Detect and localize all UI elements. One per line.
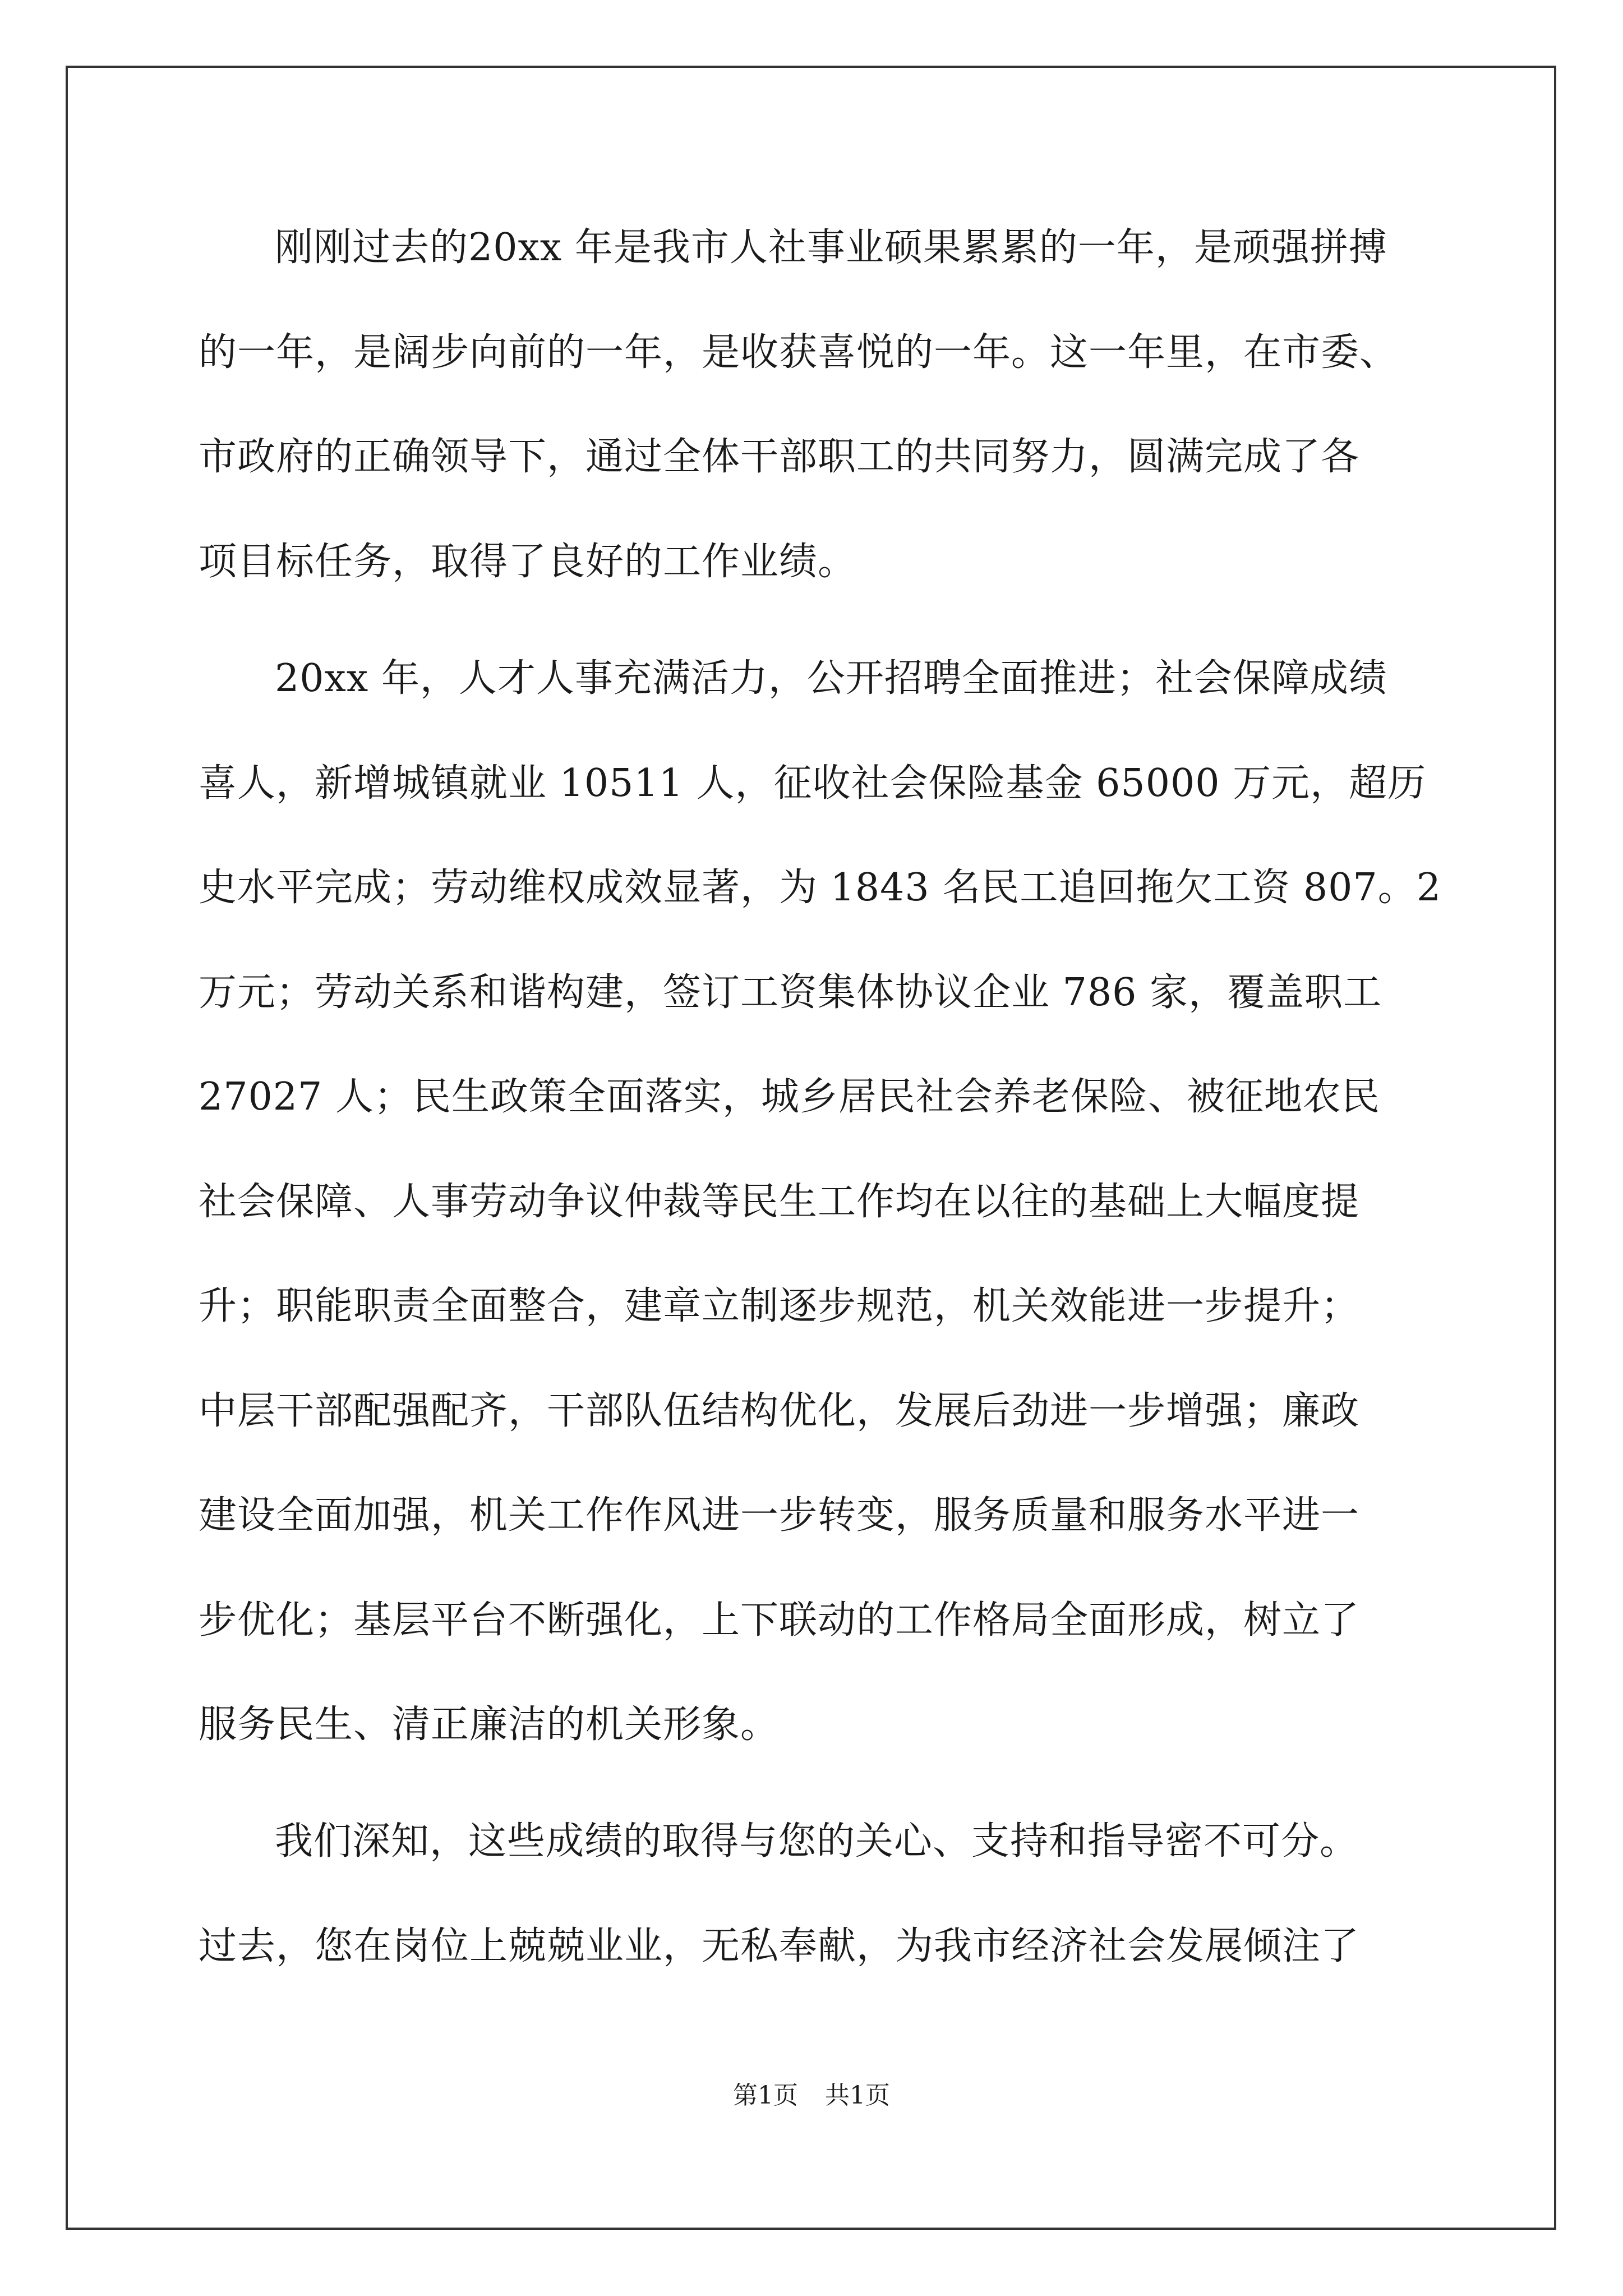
paragraph-1-line-2: 的一年，是阔步向前的一年，是收获喜悦的一年。这一年里，在市委、 <box>199 330 1399 375</box>
paragraph-2-line-2: 喜人，新增城镇就业 10511 人，征收社会保险基金 65000 万元，超历 <box>199 761 1427 806</box>
paragraph-2-line-8: 中层干部配强配齐，干部队伍结构优化，发展后劲进一步增强；廉政 <box>199 1389 1360 1433</box>
paragraph-2-line-5: 27027 人；民生政策全面落实，城乡居民社会养老保险、被征地农民 <box>199 1075 1380 1119</box>
paragraph-2-line-10: 步优化；基层平台不断强化，上下联动的工作格局全面形成，树立了 <box>199 1598 1360 1642</box>
paragraph-3-line-2: 过去，您在岗位上兢兢业业，无私奉献，为我市经济社会发展倾注了 <box>199 1924 1360 1968</box>
paragraph-3-line-1: 我们深知，这些成绩的取得与您的关心、支持和指导密不可分。 <box>275 1819 1359 1864</box>
page-border <box>66 66 1556 2230</box>
paragraph-2-line-4: 万元；劳动关系和谐构建，签订工资集体协议企业 786 家，覆盖职工 <box>199 970 1382 1015</box>
paragraph-2-line-3: 史水平完成；劳动维权成效显著，为 1843 名民工追回拖欠工资 807。2 <box>199 866 1441 910</box>
paragraph-1-line-1: 刚刚过去的20xx 年是我市人社事业硕果累累的一年，是顽强拼搏 <box>275 226 1387 270</box>
paragraph-2-line-7: 升；职能职责全面整合，建章立制逐步规范，机关效能进一步提升； <box>199 1284 1360 1328</box>
paragraph-2-line-9: 建设全面加强，机关工作作风进一步转变，服务质量和服务水平进一 <box>199 1493 1360 1538</box>
page-number-current: 第1页 <box>733 2081 798 2110</box>
paragraph-1-line-4: 项目标任务，取得了良好的工作业绩。 <box>199 540 857 584</box>
page-number-total: 共1页 <box>825 2081 890 2110</box>
paragraph-2-line-6: 社会保障、人事劳动争议仲裁等民生工作均在以往的基础上大幅度提 <box>199 1180 1360 1224</box>
paragraph-2-line-11: 服务民生、清正廉洁的机关形象。 <box>199 1703 780 1747</box>
paragraph-2-line-1: 20xx 年，人才人事充满活力，公开招聘全面推进；社会保障成绩 <box>275 656 1387 701</box>
page-footer <box>0 2079 1623 2113</box>
paragraph-1-line-3: 市政府的正确领导下，通过全体干部职工的共同努力，圆满完成了各 <box>199 435 1360 479</box>
